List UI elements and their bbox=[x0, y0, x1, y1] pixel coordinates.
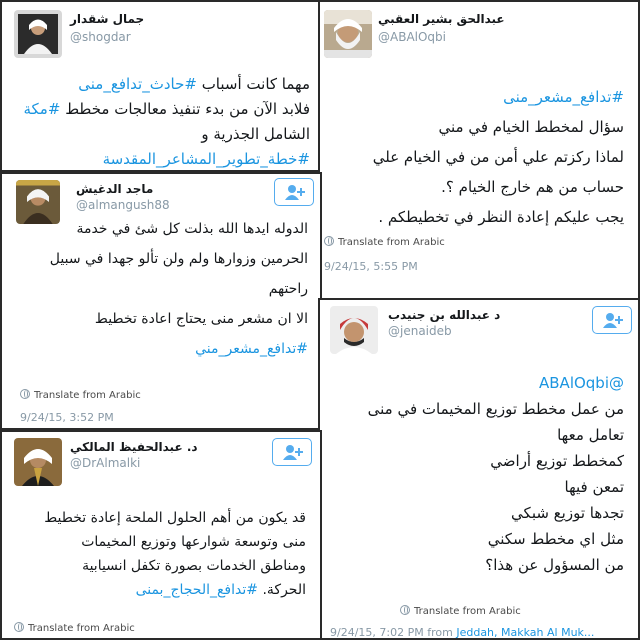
follow-button[interactable] bbox=[272, 438, 312, 466]
tweet-text-segment: منى وتوسعة شوارعها وتوزيع المخيمات bbox=[81, 534, 306, 550]
tweet-line bbox=[8, 244, 308, 274]
tweet-text-segment: تعامل معها bbox=[557, 426, 624, 444]
tweet-card-almangush88 bbox=[0, 172, 322, 430]
tweet-line bbox=[324, 82, 624, 112]
tweet-line bbox=[324, 370, 624, 396]
tweet-text-segment: سؤال لمخطط الخيام في مني bbox=[438, 118, 624, 136]
tweet-line bbox=[324, 112, 624, 142]
avatar[interactable] bbox=[14, 10, 62, 58]
tweet-text-segment: تجدها توزيع شبكي bbox=[511, 504, 624, 522]
tweet-line bbox=[324, 526, 624, 552]
tweet-line bbox=[324, 500, 624, 526]
tweet-text-segment: ومناطق الخدمات بصورة تكفل انسيابية bbox=[82, 558, 306, 574]
avatar-image bbox=[324, 10, 372, 58]
tweet-timestamp[interactable]: 9/24/15, 5:55 PM bbox=[324, 260, 418, 273]
tweet-text-segment: مهما كانت أسباب bbox=[196, 75, 310, 93]
user-handle[interactable]: @DrAlmalki bbox=[70, 456, 141, 470]
translate-link[interactable] bbox=[20, 389, 141, 401]
tweet-line bbox=[5, 72, 310, 97]
tweet-timestamp[interactable]: 9/24/15, 3:52 PM bbox=[20, 411, 114, 424]
tweet-line bbox=[324, 552, 624, 578]
tweet-line bbox=[324, 448, 624, 474]
globe-icon bbox=[324, 236, 334, 246]
tweet-text-segment: راحتهم bbox=[268, 281, 308, 297]
tweet-text-segment: الحرمين وزوارها ولم ولن تألو جهدا في سبيل bbox=[49, 251, 308, 267]
tweet-timestamp-row bbox=[330, 626, 594, 639]
tweet-location[interactable]: Jeddah, Makkah Al Muk... bbox=[456, 626, 595, 639]
tweet-line bbox=[5, 147, 310, 172]
globe-icon bbox=[20, 389, 30, 399]
tweet-text-segment: من عمل مخطط توزيع المخيمات في منى bbox=[367, 400, 624, 418]
display-name[interactable]: د. عبدالحفيظ المالكي bbox=[70, 440, 198, 454]
tweet-text-segment: قد يكون من أهم الحلول الملحة إعادة تخطيط bbox=[44, 510, 306, 526]
translate-label: Translate from Arabic bbox=[28, 623, 135, 634]
hashtag-link[interactable]: #خطة_تطوير_المشاعر_المقدسة bbox=[102, 150, 310, 168]
tweet-text-segment: حساب من هم خارج الخيام ؟. bbox=[441, 178, 624, 196]
hashtag-link[interactable]: #تدافع_الحجاج_بمنى bbox=[135, 582, 258, 598]
tweet-text-segment: الدوله ايدها الله بذلت كل شئ في خدمة bbox=[76, 221, 308, 237]
tweet-line bbox=[324, 142, 624, 172]
display-name[interactable]: عبدالحق بشير العقبي bbox=[378, 12, 505, 26]
display-name[interactable]: جمال شقدار bbox=[70, 12, 145, 26]
tweet-text-segment: تمعن فيها bbox=[564, 478, 624, 496]
translate-label: Translate from Arabic bbox=[338, 237, 445, 248]
source-prefix: from bbox=[427, 626, 453, 639]
tweet-card-dralmalki bbox=[0, 430, 322, 640]
tweet-card-jenaideb bbox=[318, 298, 640, 640]
hashtag-link[interactable]: #تدافع_مشعر_مني bbox=[195, 341, 308, 357]
tweet-line bbox=[8, 214, 308, 244]
tweet-line bbox=[8, 274, 308, 304]
tweet-text-segment: مثل اي مخطط سكني bbox=[487, 530, 624, 548]
hashtag-link[interactable]: #تدافع_مشعر_منى bbox=[503, 88, 624, 106]
follow-button[interactable] bbox=[274, 178, 314, 206]
user-handle[interactable]: @almangush88 bbox=[76, 198, 170, 212]
avatar-image bbox=[14, 438, 62, 486]
avatar-image bbox=[330, 306, 378, 354]
avatar[interactable] bbox=[330, 306, 378, 354]
translate-link[interactable] bbox=[14, 622, 135, 634]
follow-button[interactable] bbox=[592, 306, 632, 334]
tweet-text bbox=[5, 72, 310, 172]
tweet-card-abaloqbi bbox=[318, 0, 640, 302]
tweet-text-segment: يجب عليكم إعادة النظر في تخطيطكم . bbox=[378, 208, 624, 226]
add-user-icon bbox=[284, 184, 306, 200]
translate-link[interactable] bbox=[324, 236, 445, 248]
tweet-line bbox=[324, 202, 624, 232]
tweet-text-segment: الا ان مشعر منى يحتاج اعادة تخطيط bbox=[94, 311, 308, 327]
tweet-text-segment: لماذا ركزتم علي أمن من في الخيام علي bbox=[372, 148, 624, 166]
tweet-line bbox=[324, 474, 624, 500]
translate-label: Translate from Arabic bbox=[34, 390, 141, 401]
tweet-line bbox=[6, 554, 306, 578]
avatar[interactable] bbox=[14, 438, 62, 486]
display-name[interactable]: د عبدالله بن جنيدب bbox=[388, 308, 501, 322]
globe-icon bbox=[14, 622, 24, 632]
add-user-icon bbox=[282, 444, 304, 460]
user-handle[interactable]: @shogdar bbox=[70, 30, 131, 44]
tweet-text-segment: كمخطط توزيع أراضي bbox=[490, 452, 624, 470]
user-handle[interactable]: @ABAlOqbi bbox=[378, 30, 446, 44]
user-handle[interactable]: @jenaideb bbox=[388, 324, 452, 338]
tweet-text-segment: فلابد الآن من بدء تنفيذ معالجات مخطط bbox=[60, 100, 310, 118]
globe-icon bbox=[400, 605, 410, 615]
tweet-text-segment: الشامل الجذرية و bbox=[201, 125, 310, 143]
tweet-timestamp[interactable]: 9/24/15, 7:02 PM bbox=[330, 626, 424, 639]
tweet-line bbox=[8, 334, 308, 364]
tweet-line bbox=[6, 530, 306, 554]
hashtag-link[interactable]: #حادث_تدافع_منى bbox=[78, 75, 197, 93]
hashtag-link[interactable]: @ABAlOqbi bbox=[539, 374, 624, 392]
tweet-text bbox=[324, 370, 624, 578]
tweet-text bbox=[324, 82, 624, 232]
tweet-line bbox=[5, 122, 310, 147]
translate-label: Translate from Arabic bbox=[414, 606, 521, 617]
tweet-line bbox=[324, 172, 624, 202]
tweet-text-segment: الحركة. bbox=[258, 582, 306, 598]
tweet-line bbox=[324, 422, 624, 448]
tweet-text bbox=[6, 506, 306, 602]
tweet-line bbox=[5, 97, 310, 122]
hashtag-link[interactable]: #مكة bbox=[23, 100, 61, 118]
avatar[interactable] bbox=[324, 10, 372, 58]
display-name[interactable]: ماجد الدغيش bbox=[76, 182, 154, 196]
tweet-line bbox=[8, 304, 308, 334]
add-user-icon bbox=[602, 312, 624, 328]
tweet-line bbox=[6, 578, 306, 602]
avatar-image bbox=[14, 10, 62, 58]
tweet-text-segment: من المسؤول عن هذا؟ bbox=[485, 556, 624, 574]
tweet-line bbox=[6, 506, 306, 530]
translate-link[interactable] bbox=[400, 605, 521, 617]
tweet-text bbox=[8, 214, 308, 364]
tweet-line bbox=[324, 396, 624, 422]
tweet-card-shogdar bbox=[0, 0, 322, 172]
